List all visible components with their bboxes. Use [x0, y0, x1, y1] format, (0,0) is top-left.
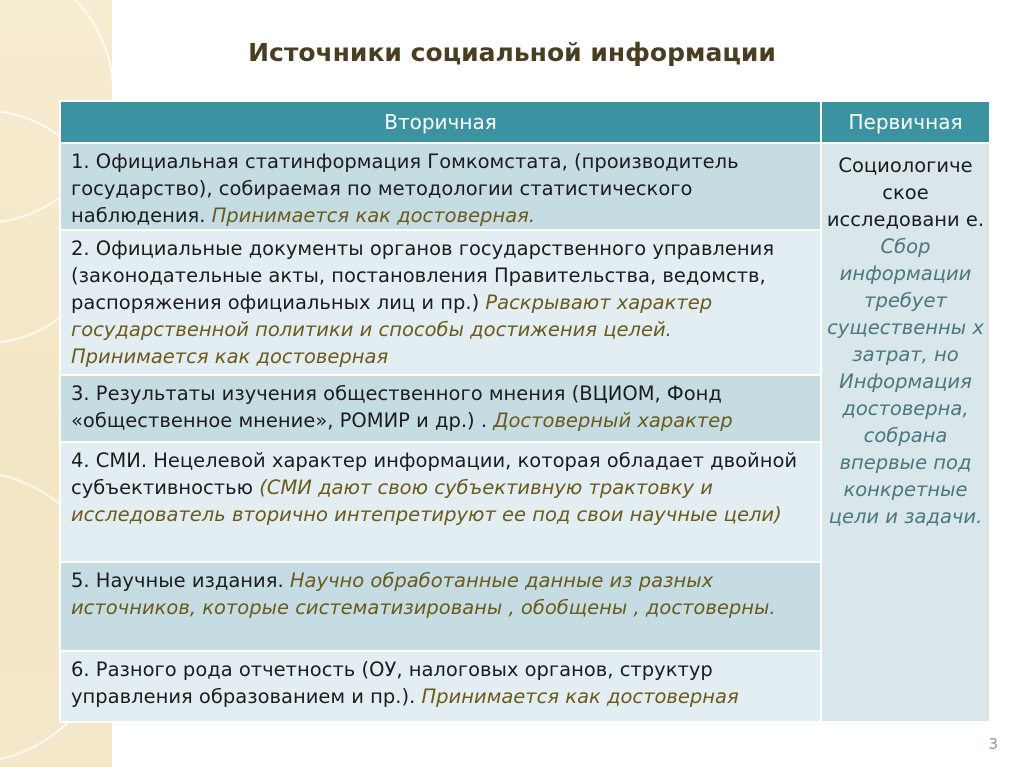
- secondary-source-1: [60, 143, 821, 230]
- secondary-source-2: [60, 230, 821, 375]
- source-text: 4. СМИ. Нецелевой характер информации, которая обладает двойной субъективностью: [71, 449, 798, 499]
- secondary-source-5: [60, 562, 821, 651]
- source-text: 5. Научные издания.: [71, 569, 290, 592]
- header-secondary: Вторичная: [60, 101, 821, 143]
- source-note: Научно обработанные данные из разных источников, которые систематизированы , обобщены , достоверны.: [71, 569, 776, 619]
- source-text: 1. Официальная статинформация Гомкомстата, (производитель государство), собираемая по методологии статистического наблюдения.: [71, 150, 739, 227]
- table-row: [60, 143, 990, 230]
- page-number: 3: [988, 735, 998, 753]
- primary-source-title: Социологиче ское исследовани е.: [826, 154, 985, 231]
- primary-source-cell: [821, 143, 990, 722]
- source-text: 2. Официальные документы органов государственного управления (законодательные акты, постановления Правительства, ведомств, распоряжения официальных лиц и пр.): [71, 237, 775, 314]
- source-note: Достоверный характер: [493, 409, 733, 432]
- table-header-row: [60, 101, 990, 143]
- slide-title: Источники социальной информации: [248, 38, 776, 67]
- source-note: (СМИ дают свою субъективную трактовку и исследователь вторично интепретируют ее под свои научные цели): [71, 476, 782, 526]
- secondary-source-6: [60, 651, 821, 722]
- sources-table: [59, 100, 991, 723]
- source-text: 3. Результаты изучения общественного мнения (ВЦИОМ, Фонд «общественное мнение», РОМИР и др.) .: [71, 382, 722, 432]
- source-note: Раскрывают характер государственной политики и способы достижения целей. Принимается как достоверная: [71, 291, 713, 368]
- source-text: 6. Разного рода отчетность (ОУ, налоговых органов, структур управления образованием и пр.).: [71, 658, 713, 708]
- header-primary: Первичная: [821, 101, 990, 143]
- primary-source-conclusion: Информация достоверна, собрана впервые под конкретные цели и задачи.: [828, 370, 983, 528]
- source-note: Принимается как достоверная.: [211, 204, 536, 227]
- secondary-source-3: [60, 375, 821, 442]
- source-note: Принимается как достоверная: [421, 685, 739, 708]
- secondary-source-4: [60, 442, 821, 562]
- primary-source-note: Сбор информации требует существенны х затрат, но: [827, 235, 984, 366]
